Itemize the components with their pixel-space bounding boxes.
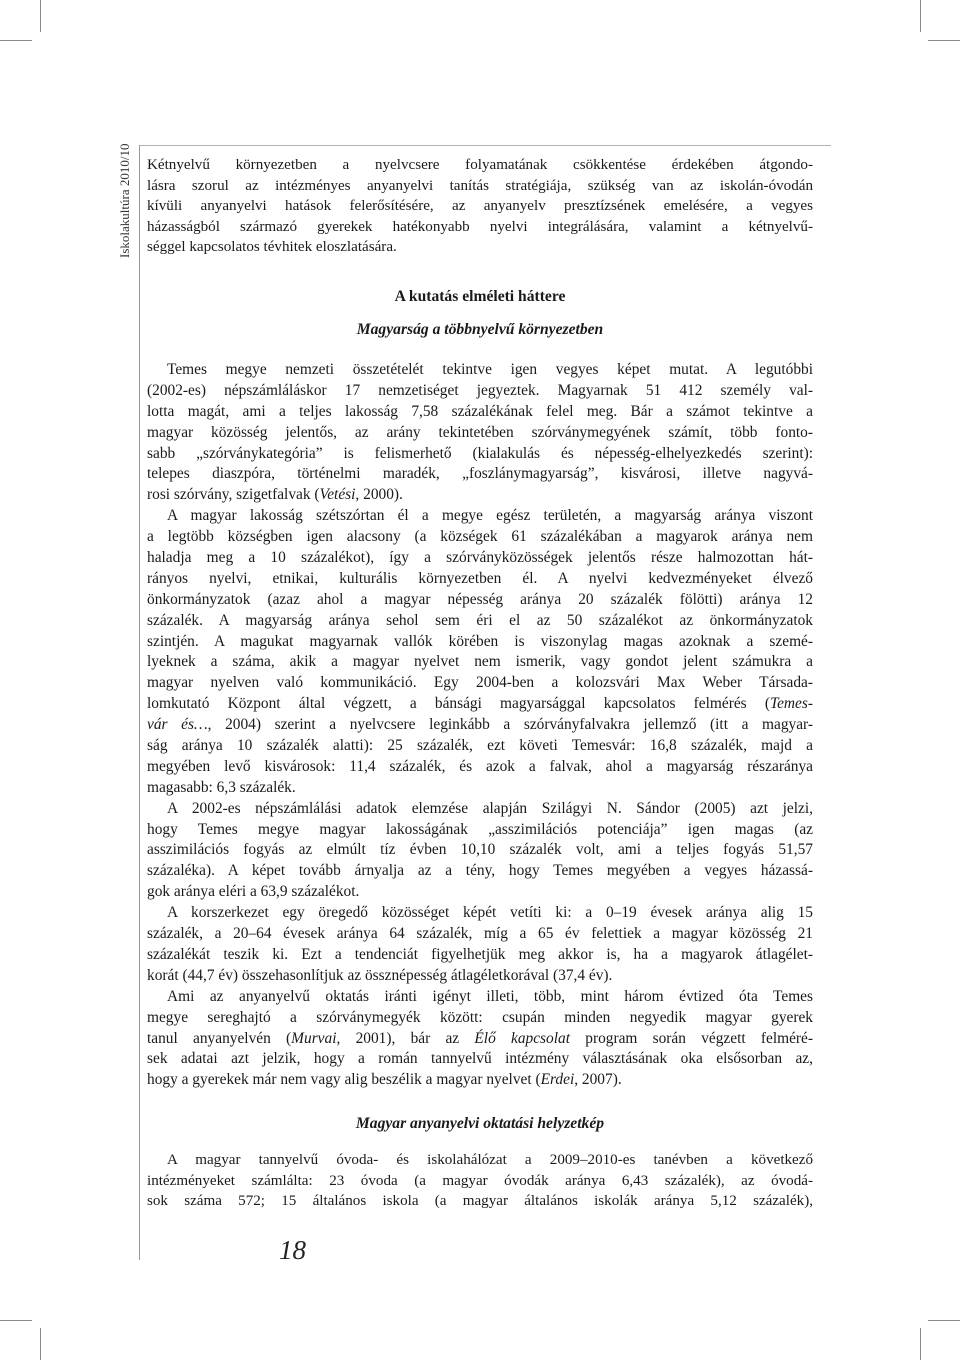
text-line: asszimilációs fogyás az elmúlt tíz évben 10,10 százalék volt, ami a teljes fogyás 51,57 [147, 841, 813, 859]
subheading: Magyar anyanyelvi oktatási helyzetkép [355, 1115, 605, 1132]
text-line: A 2002-es népszámlálási adatok elemzése alapján Szilágyi N. Sándor (2005) azt jelzi, [167, 799, 813, 817]
crop-mark [928, 1320, 960, 1321]
running-head-text: Iskolakultúra 2010/10 [117, 143, 132, 258]
text-line: szintjén. A magukat magyarnak vallók körében is viszonylag magas azoknak a szemé- [147, 632, 813, 650]
crop-mark [920, 1328, 921, 1360]
text-line: séggel kapcsolatos tévhitek eloszlatására. [147, 239, 397, 255]
text-line: rányos nyelvi, etnikai, kulturális környezetben él. A nyelvi kedvezményeket élvező [147, 569, 813, 587]
text-line: hogy Temes megye magyar lakosságának „asszimilációs potenciája” igen magas (az [147, 820, 813, 838]
crop-mark [0, 1320, 32, 1321]
text-line: sabb „szórványkategória” is felismerhető (kialakulás és népesség-elhelyezkedés szerint): [147, 444, 813, 462]
text-line: haladja meg a 10 százalékot), így a szórványközösségek jelentős része halmozottan hát- [147, 549, 813, 567]
text-line: lyeknek a száma, akik a magyar nyelvet nem ismerik, vagy gondot jelent számukra a [147, 653, 813, 671]
text-line: A magyar tannyelvű óvoda- és iskolahálózat a 2009–2010-es tanévben a következő [167, 1152, 813, 1168]
text-line: lomkutató Központ által végzett, a bánsági magyarsággal kapcsolatos felmérés (Temes- [147, 695, 813, 713]
text-line: korát (44,7 év) összehasonlítjuk az össznépesség átlagéletkorával (37,4 év). [147, 966, 613, 984]
body-text [147, 1150, 813, 1212]
text-line: A magyar lakosság szétszórtan él a megye egész területén, a magyarság aránya viszont [167, 507, 813, 525]
text-line: százalék. A magyarság aránya sehol sem éri el az 50 százalékot az önkormányzatok [147, 611, 813, 629]
top-rule [139, 145, 831, 146]
text-line: Ami az anyanyelvű oktatás iránti igényt illeti, több, mint három évtized óta Temes [167, 987, 813, 1005]
section-heading: A kutatás elméleti háttere [394, 288, 566, 305]
text-line: önkormányzatok (azaz ahol a magyar népesség aránya 20 százalék fölötti) aránya 12 [147, 590, 813, 608]
text-line: házasságból származó gyerekek hatékonyabb nyelvi integrálására, valamint a kétnyelvű- [147, 218, 813, 235]
text-line: százalékát teszik ki. Ezt a tendenciát figyelhetjük meg akkor is, ha a magyarok átlagélet- [147, 945, 813, 963]
crop-mark [920, 0, 921, 32]
text-line: kívüli anyanyelvi hatások felerősítésére, az anyanyelv presztízsének emelésére, a vegyes [147, 198, 813, 214]
lead-paragraph [147, 155, 813, 258]
side-rule [139, 145, 140, 1260]
subheading: Magyarság a többnyelvű környezetben [356, 321, 604, 338]
text-line: (2002-es) népszámláláskor 17 nemzetiséget jegyeztek. Magyarnak 51 412 személy val- [147, 381, 813, 399]
text-line: sok száma 572; 15 általános iskola (a magyar általános iskolák aránya 5,12 százalék), [147, 1193, 813, 1209]
text-line: százaléka). A képet tovább árnyalja az a tény, hogy Temes megyében a vegyes házassá- [147, 862, 813, 880]
text-line: A korszerkezet egy öregedő közösséget képét vetíti ki: a 0–19 évesek aránya alig 15 [167, 904, 813, 922]
text-line: ság aránya 10 százalék alatti): 25 százalék, ezt követi Temesvár: 16,8 százalék, majd a [147, 737, 813, 755]
body-text [147, 360, 813, 1091]
text-line: hogy a gyerekek már nem vagy alig beszélik a magyar nyelvet (Erdei, 2007). [147, 1071, 622, 1089]
crop-mark [40, 0, 41, 32]
text-line: sek adatai azt jelzik, hogy a román tannyelvű intézmény választásának oka elsősorban az, [147, 1050, 813, 1068]
crop-mark [40, 1328, 41, 1360]
text-line: megye sereghajtó a szórványmegyék között: csupán minden negyedik magyar gyerek [147, 1008, 813, 1026]
text-line: vár és…, 2004) szerint a nyelvcsere leginkább a szórványfalvakra jellemző (itt a magyar- [147, 716, 813, 734]
text-line: százalék, a 20–64 évesek aránya 64 százalék, míg a 65 év felettiek a magyar közösség 21 [147, 925, 813, 943]
page-number: 18 [279, 1235, 306, 1265]
text-line: magyar közösség jelentős, az arány tekintetében szórványmegyének számít, több fonto- [147, 423, 813, 441]
text-line: Temes megye nemzeti összetételét tekintve igen vegyes képet mutat. A legutóbbi [167, 361, 813, 378]
crop-mark [928, 40, 960, 41]
text-line: magasabb: 6,3 százalék. [147, 778, 296, 796]
text-line: telepes diaszpóra, történelmi maradék, „foszlánymagyarság”, kisvárosi, illetve nagyvá- [147, 465, 813, 483]
text-line: a legtöbb községben igen alacsony (a községek 61 százalékában a magyarok aránya nem [147, 528, 813, 546]
text-line: megyében levő kisvárosok: 11,4 százalék, és azok a falvak, ahol a magyarság részaránya [147, 757, 813, 775]
text-line: tanul anyanyelvén (Murvai, 2001), bár az Élő kapcsolat program során végzett felméré- [147, 1029, 813, 1047]
text-line: gok aránya eléri a 63,9 százalékot. [147, 883, 360, 901]
text-line: lásra szorul az intézményes anyanyelvi tanítás stratégiája, szükség van az iskolán-óvodán [147, 177, 813, 194]
text-line: Kétnyelvű környezetben a nyelvcsere folyamatának csökkentése érdekében átgondo- [147, 157, 813, 173]
text-line: lotta magát, ami a teljes lakosság 7,58 százalékának felel meg. Bár a számot tekintve a [147, 402, 813, 420]
text-line: magyar nyelven való kommunikáció. Egy 2004-ben a kolozsvári Max Weber Társada- [147, 674, 813, 692]
text-line: intézményeket számlálta: 23 óvoda (a magyar óvodák aránya 6,43 százalék), az óvodá- [147, 1172, 813, 1189]
text-line: rosi szórvány, szigetfalvak (Vetési, 2000). [147, 486, 403, 504]
crop-mark [0, 40, 32, 41]
